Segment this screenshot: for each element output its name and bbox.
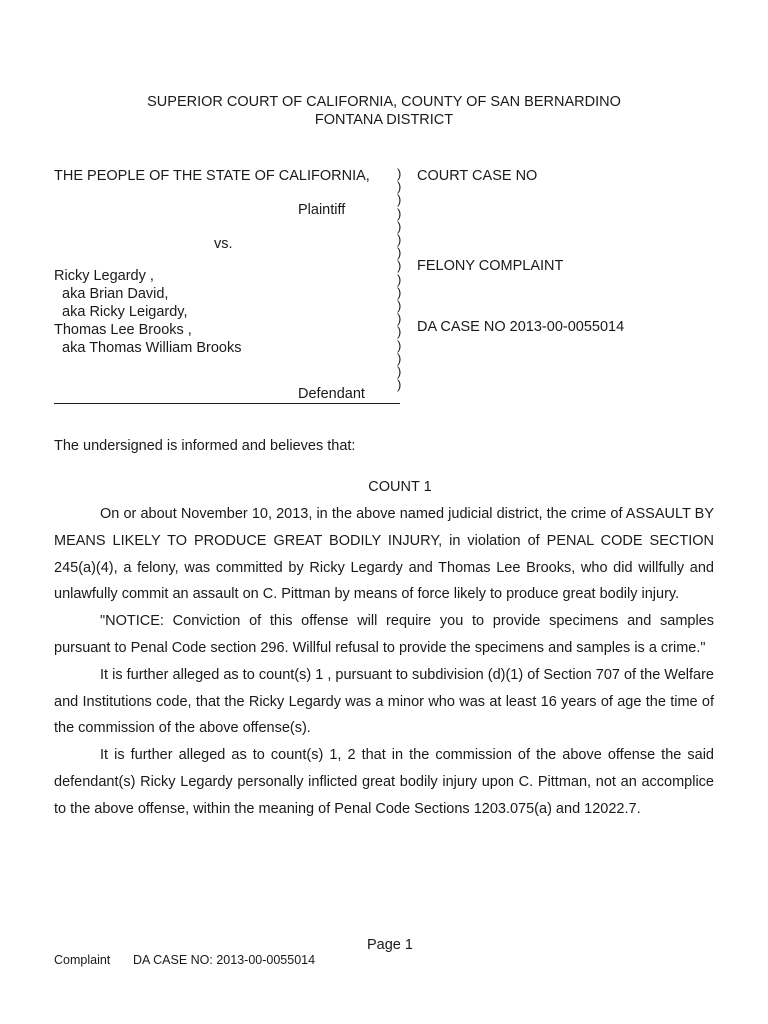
page-number: Page 1	[367, 937, 413, 953]
body-paragraph: "NOTICE: Conviction of this offense will require you to provide specimens and samples pursuant to Penal Code section 296. Willful refusal to provide the specimens and samples is a crime."	[54, 613, 714, 656]
body-paragraph: On or about November 10, 2013, in the above named judicial district, the crime of ASSAULT BY MEANS LIKELY TO PRODUCE GREAT BODILY INJURY, in violation of PENAL CODE SECTION 245(a)(4), a felony, was committed by Ricky Legardy and Thomas Lee Brooks, who did willfully and unlawfully commit an assault on C. Pittman by means of force likely to produce great bodily injury.	[54, 506, 714, 603]
body-paragraph: It is further alleged as to count(s) 1 , pursuant to subdivision (d)(1) of Section 707 of the Welfare and Institutions code, that the Ricky Legardy was a minor who was at least 16 years of age the time of the commission of the above offense(s).	[54, 666, 714, 737]
intro-statement: The undersigned is informed and believes that:	[54, 438, 356, 454]
defendant-names	[54, 267, 241, 357]
defendant-name-line: aka Brian David,	[54, 286, 169, 302]
defendant-name-line: aka Ricky Leigardy,	[54, 304, 188, 320]
footer-da-case: DA CASE NO: 2013-00-0055014	[133, 953, 316, 967]
caption-underline	[54, 403, 400, 404]
district-name: FONTANA DISTRICT	[314, 112, 454, 128]
footer-doc-type: Complaint	[54, 953, 111, 967]
people-caption: THE PEOPLE OF THE STATE OF CALIFORNIA,	[54, 168, 370, 184]
court-case-no: COURT CASE NO	[417, 168, 538, 184]
plaintiff-label: Plaintiff	[298, 202, 346, 218]
defendant-name-line: Thomas Lee Brooks ,	[54, 322, 192, 338]
complaint-body	[54, 501, 714, 823]
court-name: SUPERIOR COURT OF CALIFORNIA, COUNTY OF SAN BERNARDINO	[147, 94, 621, 110]
body-paragraph: It is further alleged as to count(s) 1, 2 that in the commission of the above offense the said defendant(s) Ricky Legardy personally inflicted great bodily injury upon C. Pittman, not an accomplice to the above offense, within the meaning of Penal Code Sections 1203.075(a) and 12022.7.	[54, 747, 714, 817]
defendant-name-line: aka Thomas William Brooks	[54, 340, 242, 356]
defendant-name-line: Ricky Legardy ,	[54, 268, 154, 284]
vs-label: vs.	[214, 236, 233, 252]
da-case-no: DA CASE NO 2013-00-0055014	[417, 319, 625, 335]
defendant-label: Defendant	[298, 386, 365, 402]
caption-divider: ) ) ) ) ) ) ) ) ) ) ) ) ) ) ) ) )	[397, 166, 402, 393]
complaint-type: FELONY COMPLAINT	[417, 258, 564, 274]
count-heading: COUNT 1	[368, 479, 432, 495]
